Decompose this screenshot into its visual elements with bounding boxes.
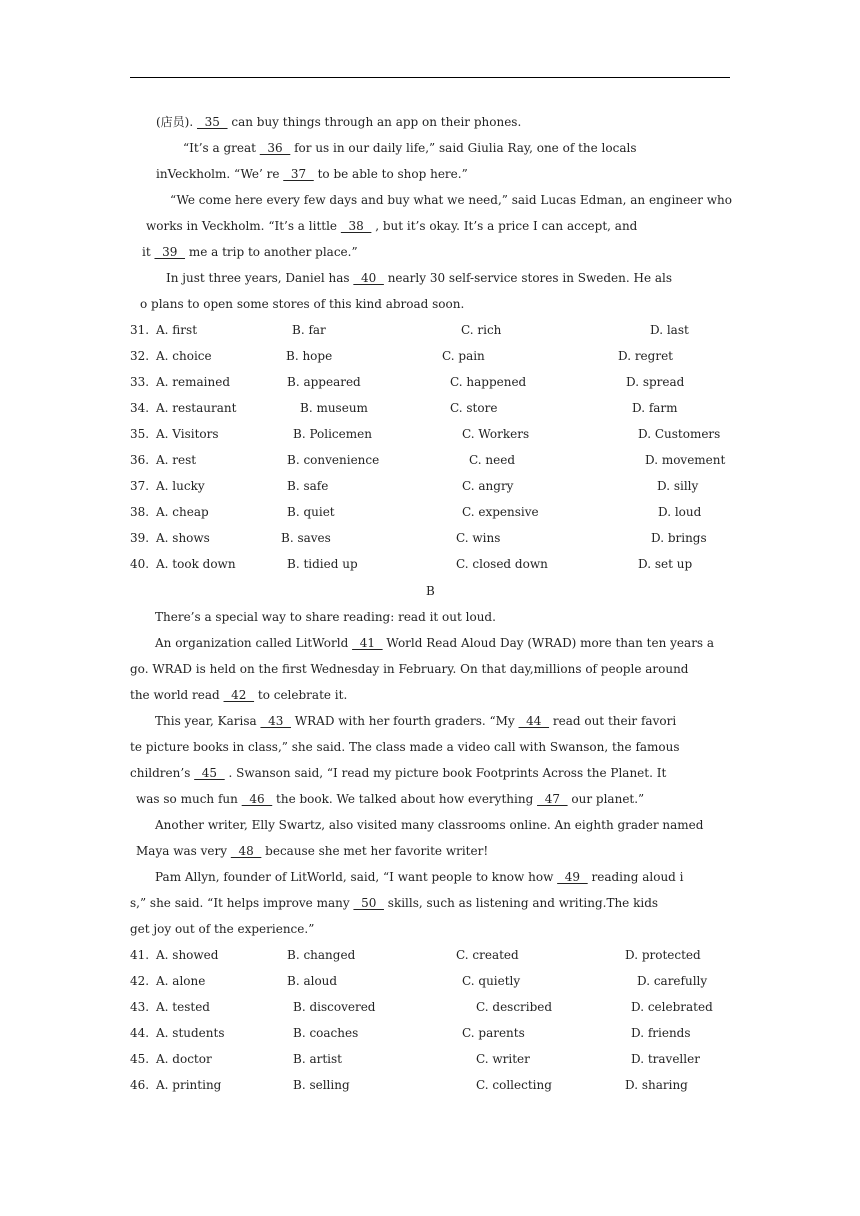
passage-text: to be able to shop here.” [313,167,468,181]
option-d: D. last [650,323,689,337]
option-a: A. showed [156,948,219,962]
option-a: A. rest [156,453,197,467]
passage-text: the book. We talked about how everything [272,792,538,806]
passage-line [130,921,314,937]
question-number: 37. [130,479,150,493]
option-a: A. first [156,323,198,337]
question-number: 41. [130,948,150,962]
passage-line [155,609,496,625]
answer-blank: 36 [259,141,291,155]
question-number: 43. [130,1000,150,1014]
option-c: C. wins [456,531,501,545]
passage-line [155,713,676,729]
option-a: A. remained [156,375,231,389]
option-c: C. expensive [462,505,539,519]
passage-text: (店员). [156,115,197,129]
option-d: D. regret [618,349,674,363]
passage-text: inVeckholm. “We’ re [156,167,284,181]
passage-text: for us in our daily life,” said Giulia Ray, one of the locals [290,141,637,155]
passage-text: . Swanson said, “I read my picture book Footprints Across the Planet. It [224,766,667,780]
question-number: 38. [130,505,150,519]
option-b: B. Policemen [293,427,372,441]
option-a: A. took down [156,557,236,571]
option-d: D. friends [631,1026,691,1040]
passage-text: o plans to open some stores of this kind abroad soon. [140,297,465,311]
question-number: 34. [130,401,150,415]
option-c: C. pain [442,349,485,363]
passage-line [142,244,358,260]
passage-text: can buy things through an app on their phones. [227,115,522,129]
passage-text: skills, such as listening and writing.The kids [383,896,659,910]
passage-text: the world read [130,688,224,702]
passage-text: reading aloud i [587,870,684,884]
answer-blank: 39 [154,245,186,259]
question-number: 35. [130,427,150,441]
option-d: D. spread [626,375,685,389]
passage-text: WRAD with her fourth graders. “My [290,714,519,728]
passage-text: read out their favori [549,714,677,728]
section-heading: B [426,584,435,598]
header-rule [130,77,730,78]
option-c: C. closed down [456,557,548,571]
option-c: C. Workers [462,427,530,441]
passage-text: s,” she said. “It helps improve many [130,896,354,910]
passage-text: Pam Allyn, founder of LitWorld, said, “I want people to know how [155,870,558,884]
option-c: C. store [450,401,498,415]
passage-line [183,140,636,156]
option-c: C. angry [462,479,514,493]
passage-line [130,661,689,677]
question-number: 39. [130,531,150,545]
option-a: A. doctor [156,1052,212,1066]
passage-text: our planet.” [567,792,645,806]
passage-line [156,114,521,130]
passage-text: This year, Karisa [155,714,261,728]
passage-text: it [142,245,155,259]
option-d: D. Customers [638,427,721,441]
passage-text: , but it’s okay. It’s a price I can accept, and [371,219,638,233]
option-b: B. quiet [287,505,335,519]
answer-blank: 46 [241,792,273,806]
passage-text: “It’s a great [183,141,260,155]
option-c: C. collecting [476,1078,552,1092]
passage-text: get joy out of the experience.” [130,922,315,936]
option-a: A. tested [156,1000,210,1014]
question-number: 44. [130,1026,150,1040]
option-b: B. saves [281,531,331,545]
option-d: D. sharing [625,1078,688,1092]
passage-text: In just three years, Daniel has [166,271,354,285]
passage-line [155,635,714,651]
option-c: C. created [456,948,519,962]
answer-blank: 47 [537,792,568,806]
option-a: A. alone [156,974,206,988]
passage-text: go. WRAD is held on the first Wednesday in February. On that day,millions of people around [130,662,689,676]
option-b: B. discovered [293,1000,376,1014]
option-a: A. students [156,1026,225,1040]
passage-text: There’s a special way to share reading: read it out loud. [155,610,496,624]
answer-blank: 43 [260,714,291,728]
option-c: C. quietly [462,974,521,988]
answer-blank: 44 [518,714,550,728]
option-b: B. convenience [287,453,380,467]
option-a: A. cheap [156,505,209,519]
passage-text: because she met her favorite writer! [261,844,489,858]
passage-line [156,166,468,182]
passage-line [130,765,666,781]
passage-text: me a trip to another place.” [185,245,358,259]
option-b: B. changed [287,948,356,962]
option-b: B. tidied up [287,557,358,571]
option-a: A. choice [156,349,212,363]
question-number: 40. [130,557,150,571]
option-d: D. celebrated [631,1000,713,1014]
question-number: 33. [130,375,150,389]
answer-blank: 48 [230,844,262,858]
passage-line [140,296,464,312]
option-d: D. farm [632,401,678,415]
answer-blank: 42 [223,688,255,702]
passage-line [130,739,680,755]
passage-text: World Read Aloud Day (WRAD) more than ten years a [382,636,715,650]
passage-text: was so much fun [136,792,242,806]
passage-text: to celebrate it. [254,688,348,702]
passage-text: Maya was very [136,844,231,858]
question-number: 32. [130,349,150,363]
option-c: C. parents [462,1026,525,1040]
option-b: B. far [292,323,326,337]
passage-line [136,791,644,807]
option-c: C. need [469,453,515,467]
option-b: B. selling [293,1078,350,1092]
passage-line [136,843,488,859]
option-b: B. coaches [293,1026,359,1040]
option-b: B. hope [286,349,333,363]
question-number: 42. [130,974,150,988]
option-a: A. restaurant [156,401,237,415]
passage-line [170,192,732,208]
question-number: 45. [130,1052,150,1066]
answer-blank: 45 [194,766,225,780]
option-d: D. brings [651,531,707,545]
answer-blank: 38 [340,219,372,233]
passage-text: nearly 30 self-service stores in Sweden. He als [383,271,673,285]
passage-text: Another writer, Elly Swartz, also visited many classrooms online. An eighth grader named [155,818,704,832]
passage-text: An organization called LitWorld [155,636,353,650]
option-d: D. loud [658,505,702,519]
passage-line [130,895,658,911]
option-d: D. set up [638,557,693,571]
option-a: A. shows [156,531,210,545]
answer-blank: 50 [353,896,384,910]
answer-blank: 41 [352,636,383,650]
passage-line [146,218,637,234]
option-c: C. happened [450,375,527,389]
option-d: D. movement [645,453,726,467]
passage-text: children’s [130,766,195,780]
passage-text: works in Veckholm. “It’s a little [146,219,341,233]
question-number: 46. [130,1078,150,1092]
answer-blank: 37 [283,167,314,181]
option-d: D. traveller [631,1052,700,1066]
passage-line [130,687,347,703]
passage-text: te picture books in class,” she said. The class made a video call with Swanson, the famous [130,740,680,754]
option-b: B. appeared [287,375,361,389]
answer-blank: 40 [353,271,384,285]
passage-line [155,869,684,885]
question-number: 31. [130,323,150,337]
option-c: C. writer [476,1052,530,1066]
answer-blank: 49 [557,870,588,884]
question-number: 36. [130,453,150,467]
option-b: B. aloud [287,974,338,988]
option-d: D. carefully [637,974,708,988]
option-b: B. safe [287,479,329,493]
passage-line [155,817,703,833]
option-a: A. Visitors [156,427,219,441]
option-d: D. protected [625,948,701,962]
option-c: C. described [476,1000,553,1014]
option-b: B. artist [293,1052,342,1066]
option-a: A. lucky [156,479,205,493]
option-a: A. printing [156,1078,222,1092]
option-b: B. museum [300,401,368,415]
passage-text: “We come here every few days and buy what we need,” said Lucas Edman, an engineer who [170,193,733,207]
option-c: C. rich [461,323,502,337]
answer-blank: 35 [197,115,228,129]
passage-line [166,270,672,286]
option-d: D. silly [657,479,699,493]
